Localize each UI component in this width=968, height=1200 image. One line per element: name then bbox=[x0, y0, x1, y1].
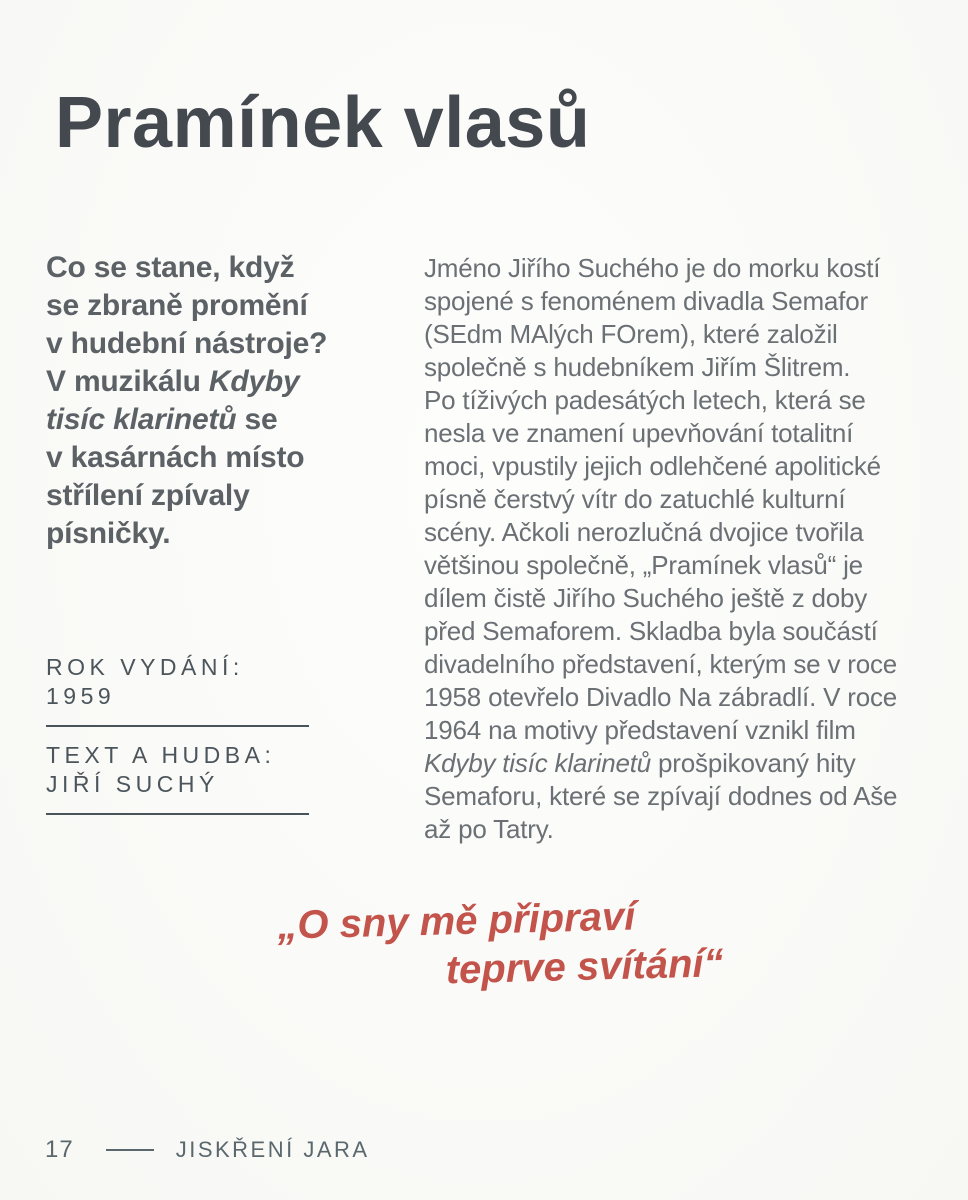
metadata-block bbox=[46, 653, 309, 829]
page-number: 17 bbox=[45, 1136, 74, 1163]
meta-value-year: 1959 bbox=[46, 683, 116, 709]
meta-field-author bbox=[46, 741, 309, 815]
page-footer bbox=[45, 1136, 370, 1164]
section-title: JISKŘENÍ JARA bbox=[175, 1137, 370, 1162]
divider bbox=[46, 813, 309, 815]
page-title: Pramínek vlasů bbox=[55, 83, 591, 164]
meta-value-author: JIŘÍ SUCHÝ bbox=[46, 771, 219, 797]
body-paragraph: Jméno Jiřího Suchého je do morku kostí spojené s fenoménem divadla Semafor (SEdm MAlých FOrem), které založil společně s hudebníkem Jiřím Šlitrem. Po tíživých padesátých letech, která se nesla ve znamení upevňování totalitní moci, vpustily jejich odlehčené apolitické písně čerstvý vítr do zatuchlé kulturní scény. Ačkoli nerozlučná dvojice tvořila většinou společně, „Pramínek vlasů“ je dílem čistě Jiřího Suchého ještě z doby před Semaforem. Skladba byla součástí divadelního představení, kterým se v roce 1958 otevřelo Divadlo Na zábradlí. V roce 1964 na motivy představení vznikl film Kdyby tisíc klarinetů prošpikovaný hity Semaforu, které se zpívají dodnes od Aše až po Tatry. bbox=[424, 253, 898, 844]
pull-quote bbox=[277, 890, 724, 1000]
intro-paragraph: Co se stane, když se zbraně promění v hudební nástroje? V muzikálu Kdyby tisíc klarinetů se v kasárnách místo střílení zpívaly písničky. bbox=[46, 251, 328, 550]
footer-dash bbox=[106, 1149, 154, 1151]
pull-quote-line-2: teprve svítání“ bbox=[445, 941, 725, 993]
meta-label-year: ROK VYDÁNÍ: bbox=[46, 654, 244, 680]
divider bbox=[46, 725, 309, 727]
meta-label-author: TEXT A HUDBA: bbox=[46, 742, 276, 768]
pull-quote-line-1: „O sny mě připraví bbox=[276, 894, 636, 948]
meta-field-year bbox=[46, 653, 309, 727]
